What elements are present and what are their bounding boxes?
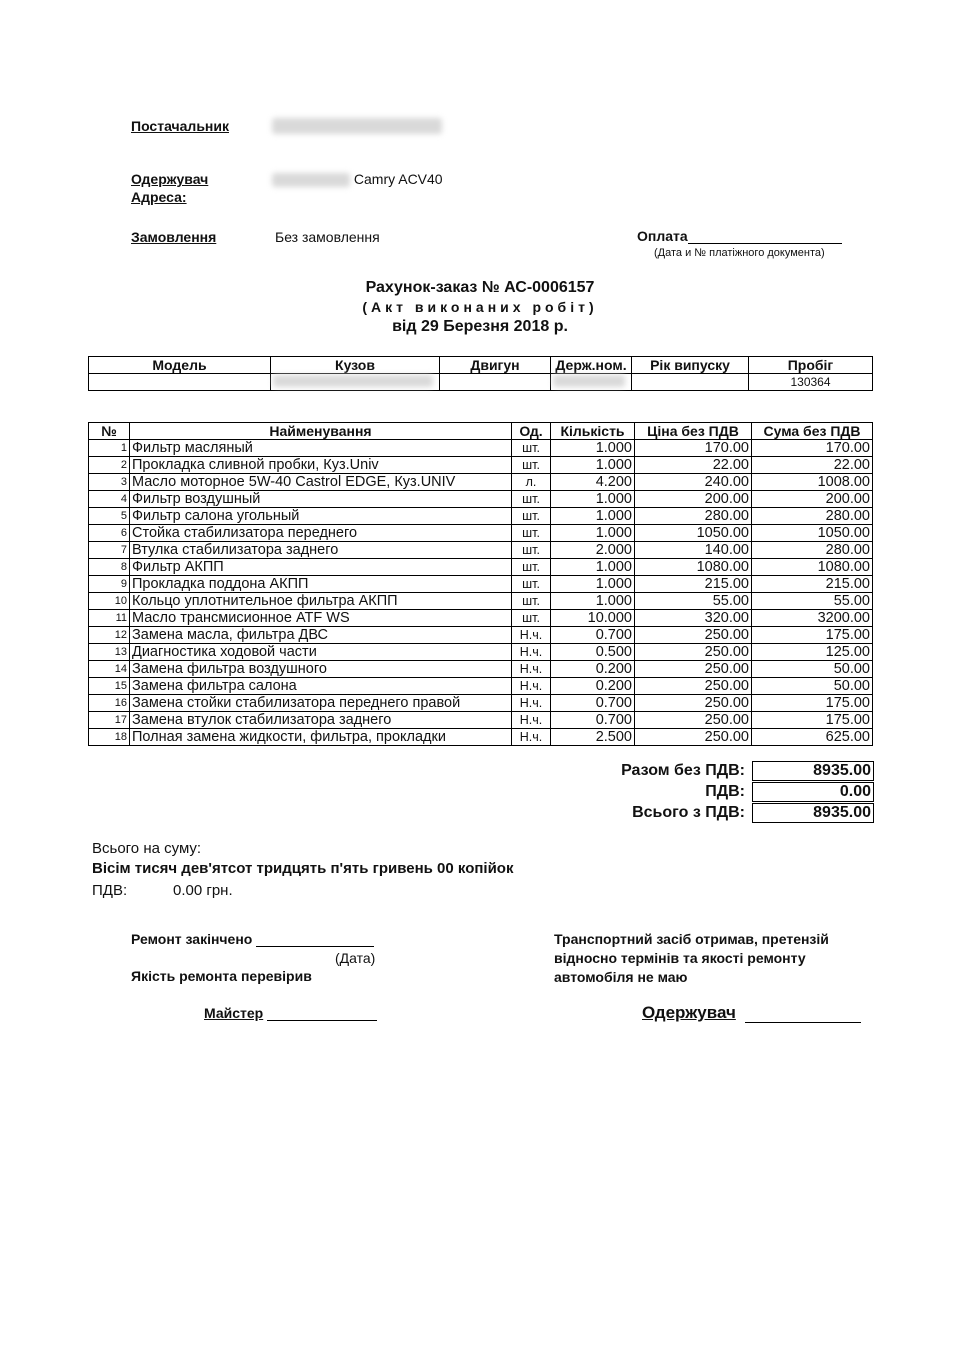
table-row <box>89 508 873 525</box>
row-unit: Н.ч. <box>512 627 551 644</box>
row-price: 320.00 <box>635 610 752 627</box>
row-sum: 125.00 <box>752 644 873 661</box>
row-sum: 1080.00 <box>752 559 873 576</box>
row-price: 1050.00 <box>635 525 752 542</box>
row-price: 250.00 <box>635 627 752 644</box>
row-unit: Н.ч. <box>512 644 551 661</box>
row-name: Замена масла, фильтра ДВС <box>130 627 512 644</box>
row-unit: шт. <box>512 491 551 508</box>
row-number: 7 <box>89 542 130 559</box>
received-statement: Транспортний засіб отримав, претензій відносно термінів та якості ремонту автомобіля не маю <box>554 931 829 985</box>
row-price: 250.00 <box>635 712 752 729</box>
summary-vat-value: 0.00 грн. <box>173 882 233 899</box>
repair-done-label: Ремонт закінчено <box>131 931 253 947</box>
table-row <box>89 542 873 559</box>
row-unit: шт. <box>512 542 551 559</box>
row-quantity: 0.200 <box>551 661 635 678</box>
row-quantity: 0.700 <box>551 695 635 712</box>
summary-words: Вісім тисяч дев'ятсот тридцять п'ять гривень 00 копійок <box>92 860 514 877</box>
table-row <box>89 474 873 491</box>
row-number: 3 <box>89 474 130 491</box>
master-field <box>204 1005 377 1021</box>
total-value: 8935.00 <box>752 803 874 823</box>
address-label: Адреса: <box>131 189 187 205</box>
row-quantity: 1.000 <box>551 508 635 525</box>
row-quantity: 1.000 <box>551 457 635 474</box>
row-sum: 1050.00 <box>752 525 873 542</box>
items-header-sum: Сума без ПДВ <box>752 423 873 440</box>
row-sum: 200.00 <box>752 491 873 508</box>
row-quantity: 2.000 <box>551 542 635 559</box>
row-name: Фильтр АКПП <box>130 559 512 576</box>
car-header-year: Рік випуску <box>632 357 749 374</box>
car-table-header <box>89 357 873 374</box>
row-price: 140.00 <box>635 542 752 559</box>
supplier-value-redacted <box>272 118 442 139</box>
row-price: 215.00 <box>635 576 752 593</box>
row-price: 1080.00 <box>635 559 752 576</box>
table-row <box>89 712 873 729</box>
items-table <box>88 422 873 746</box>
repair-done-field <box>131 931 374 947</box>
row-unit: шт. <box>512 525 551 542</box>
row-sum: 175.00 <box>752 712 873 729</box>
row-quantity: 1.000 <box>551 491 635 508</box>
row-number: 6 <box>89 525 130 542</box>
row-unit: шт. <box>512 457 551 474</box>
master-line <box>267 1006 377 1021</box>
row-sum: 625.00 <box>752 729 873 746</box>
items-table-header <box>89 423 873 440</box>
order-value: Без замовлення <box>275 229 380 245</box>
car-mileage: 130364 <box>749 374 873 391</box>
date-note: (Дата) <box>335 950 376 966</box>
row-sum: 170.00 <box>752 440 873 457</box>
row-price: 250.00 <box>635 729 752 746</box>
row-name: Прокладка сливной пробки, Куз.Univ <box>130 457 512 474</box>
car-header-engine: Двигун <box>440 357 551 374</box>
items-body <box>89 440 873 746</box>
recipient-car: Camry ACV40 <box>353 171 443 187</box>
row-name: Втулка стабилизатора заднего <box>130 542 512 559</box>
row-price: 55.00 <box>635 593 752 610</box>
quality-checked-label: Якість ремонта перевірив <box>131 968 312 984</box>
row-name: Масло моторное 5W-40 Castrol EDGE, Куз.UNIV <box>130 474 512 491</box>
car-table-row <box>89 374 873 391</box>
row-number: 1 <box>89 440 130 457</box>
payment-line <box>688 229 842 244</box>
row-number: 15 <box>89 678 130 695</box>
table-row <box>89 729 873 746</box>
row-sum: 22.00 <box>752 457 873 474</box>
car-header-plate: Держ.ном. <box>551 357 632 374</box>
row-price: 22.00 <box>635 457 752 474</box>
row-sum: 50.00 <box>752 661 873 678</box>
car-body-redacted <box>271 374 440 391</box>
row-number: 14 <box>89 661 130 678</box>
vat-value: 0.00 <box>752 782 874 802</box>
car-engine <box>440 374 551 391</box>
row-name: Фильтр масляный <box>130 440 512 457</box>
table-row <box>89 593 873 610</box>
row-sum: 215.00 <box>752 576 873 593</box>
row-quantity: 0.700 <box>551 627 635 644</box>
table-row <box>89 440 873 457</box>
row-name: Замена фильтра салона <box>130 678 512 695</box>
row-quantity: 1.000 <box>551 593 635 610</box>
row-name: Прокладка поддона АКПП <box>130 576 512 593</box>
payment-field <box>637 228 842 244</box>
row-unit: шт. <box>512 559 551 576</box>
row-unit: Н.ч. <box>512 712 551 729</box>
table-row <box>89 559 873 576</box>
car-plate-redacted <box>551 374 632 391</box>
row-price: 240.00 <box>635 474 752 491</box>
recipient-sign-line <box>745 1008 861 1023</box>
row-price: 280.00 <box>635 508 752 525</box>
row-name: Полная замена жидкости, фильтра, прокладки <box>130 729 512 746</box>
payment-note: (Дата и № платіжного документа) <box>654 247 825 259</box>
recipient-sign-label: Одержувач <box>642 1003 736 1022</box>
row-number: 11 <box>89 610 130 627</box>
row-unit: шт. <box>512 508 551 525</box>
row-quantity: 0.700 <box>551 712 635 729</box>
row-quantity: 4.200 <box>551 474 635 491</box>
items-header-num: № <box>89 423 130 440</box>
row-unit: л. <box>512 474 551 491</box>
car-header-body: Кузов <box>271 357 440 374</box>
row-unit: Н.ч. <box>512 678 551 695</box>
row-number: 12 <box>89 627 130 644</box>
row-number: 10 <box>89 593 130 610</box>
items-header-price: Ціна без ПДВ <box>635 423 752 440</box>
table-row <box>89 678 873 695</box>
order-label: Замовлення <box>131 229 217 245</box>
row-name: Кольцо уплотнительное фильтра АКПП <box>130 593 512 610</box>
summary-label: Всього на суму: <box>92 840 202 857</box>
row-price: 250.00 <box>635 678 752 695</box>
row-unit: шт. <box>512 593 551 610</box>
table-row <box>89 695 873 712</box>
row-unit: шт. <box>512 440 551 457</box>
row-price: 170.00 <box>635 440 752 457</box>
recipient-sign-field <box>642 1003 861 1023</box>
table-row <box>89 491 873 508</box>
row-number: 2 <box>89 457 130 474</box>
car-info-table <box>88 356 873 391</box>
row-number: 13 <box>89 644 130 661</box>
car-year <box>632 374 749 391</box>
table-row <box>89 525 873 542</box>
row-unit: Н.ч. <box>512 729 551 746</box>
row-number: 9 <box>89 576 130 593</box>
repair-date-line <box>256 932 374 947</box>
row-sum: 280.00 <box>752 508 873 525</box>
row-sum: 55.00 <box>752 593 873 610</box>
supplier-label: Постачальник <box>131 118 229 134</box>
row-name: Масло трансмисионное ATF WS <box>130 610 512 627</box>
row-sum: 3200.00 <box>752 610 873 627</box>
items-header-name: Найменування <box>130 423 512 440</box>
document-subtitle: (Акт виконаних робіт) <box>362 299 598 315</box>
row-unit: шт. <box>512 576 551 593</box>
vat-label: ПДВ: <box>705 783 745 800</box>
row-quantity: 0.500 <box>551 644 635 661</box>
row-quantity: 1.000 <box>551 559 635 576</box>
table-row <box>89 661 873 678</box>
row-unit: Н.ч. <box>512 661 551 678</box>
row-sum: 50.00 <box>752 678 873 695</box>
row-sum: 175.00 <box>752 627 873 644</box>
items-header-unit: Од. <box>512 423 551 440</box>
table-row <box>89 644 873 661</box>
row-quantity: 2.500 <box>551 729 635 746</box>
row-number: 5 <box>89 508 130 525</box>
row-name: Замена фильтра воздушного <box>130 661 512 678</box>
row-unit: шт. <box>512 610 551 627</box>
recipient-value <box>272 171 443 187</box>
row-quantity: 1.000 <box>551 576 635 593</box>
table-row <box>89 627 873 644</box>
document-title: Рахунок-заказ № АС-0006157 <box>365 279 595 296</box>
row-sum: 280.00 <box>752 542 873 559</box>
row-quantity: 0.200 <box>551 678 635 695</box>
car-header-model: Модель <box>89 357 271 374</box>
payment-label: Оплата <box>637 228 688 244</box>
row-number: 18 <box>89 729 130 746</box>
subtotal-label: Разом без ПДВ: <box>621 762 745 779</box>
row-number: 4 <box>89 491 130 508</box>
row-price: 200.00 <box>635 491 752 508</box>
row-name: Стойка стабилизатора переднего <box>130 525 512 542</box>
row-price: 250.00 <box>635 661 752 678</box>
table-row <box>89 576 873 593</box>
row-sum: 175.00 <box>752 695 873 712</box>
row-name: Замена втулок стабилизатора заднего <box>130 712 512 729</box>
row-name: Фильтр салона угольный <box>130 508 512 525</box>
row-sum: 1008.00 <box>752 474 873 491</box>
table-row <box>89 457 873 474</box>
row-quantity: 1.000 <box>551 440 635 457</box>
summary-vat-label: ПДВ: <box>92 882 128 899</box>
document-date: від 29 Березня 2018 р. <box>392 318 568 335</box>
items-header-qty: Кількість <box>551 423 635 440</box>
subtotal-value: 8935.00 <box>752 761 874 781</box>
row-number: 8 <box>89 559 130 576</box>
row-unit: Н.ч. <box>512 695 551 712</box>
row-quantity: 10.000 <box>551 610 635 627</box>
row-number: 17 <box>89 712 130 729</box>
row-name: Диагностика ходовой части <box>130 644 512 661</box>
row-name: Замена стойки стабилизатора переднего правой <box>130 695 512 712</box>
recipient-label: Одержувач <box>131 171 209 187</box>
table-row <box>89 610 873 627</box>
master-label: Майстер <box>204 1005 264 1021</box>
row-price: 250.00 <box>635 695 752 712</box>
row-quantity: 1.000 <box>551 525 635 542</box>
row-number: 16 <box>89 695 130 712</box>
car-model <box>89 374 271 391</box>
car-header-mileage: Пробіг <box>749 357 873 374</box>
row-price: 250.00 <box>635 644 752 661</box>
row-name: Фильтр воздушный <box>130 491 512 508</box>
total-label: Всього з ПДВ: <box>632 804 745 821</box>
